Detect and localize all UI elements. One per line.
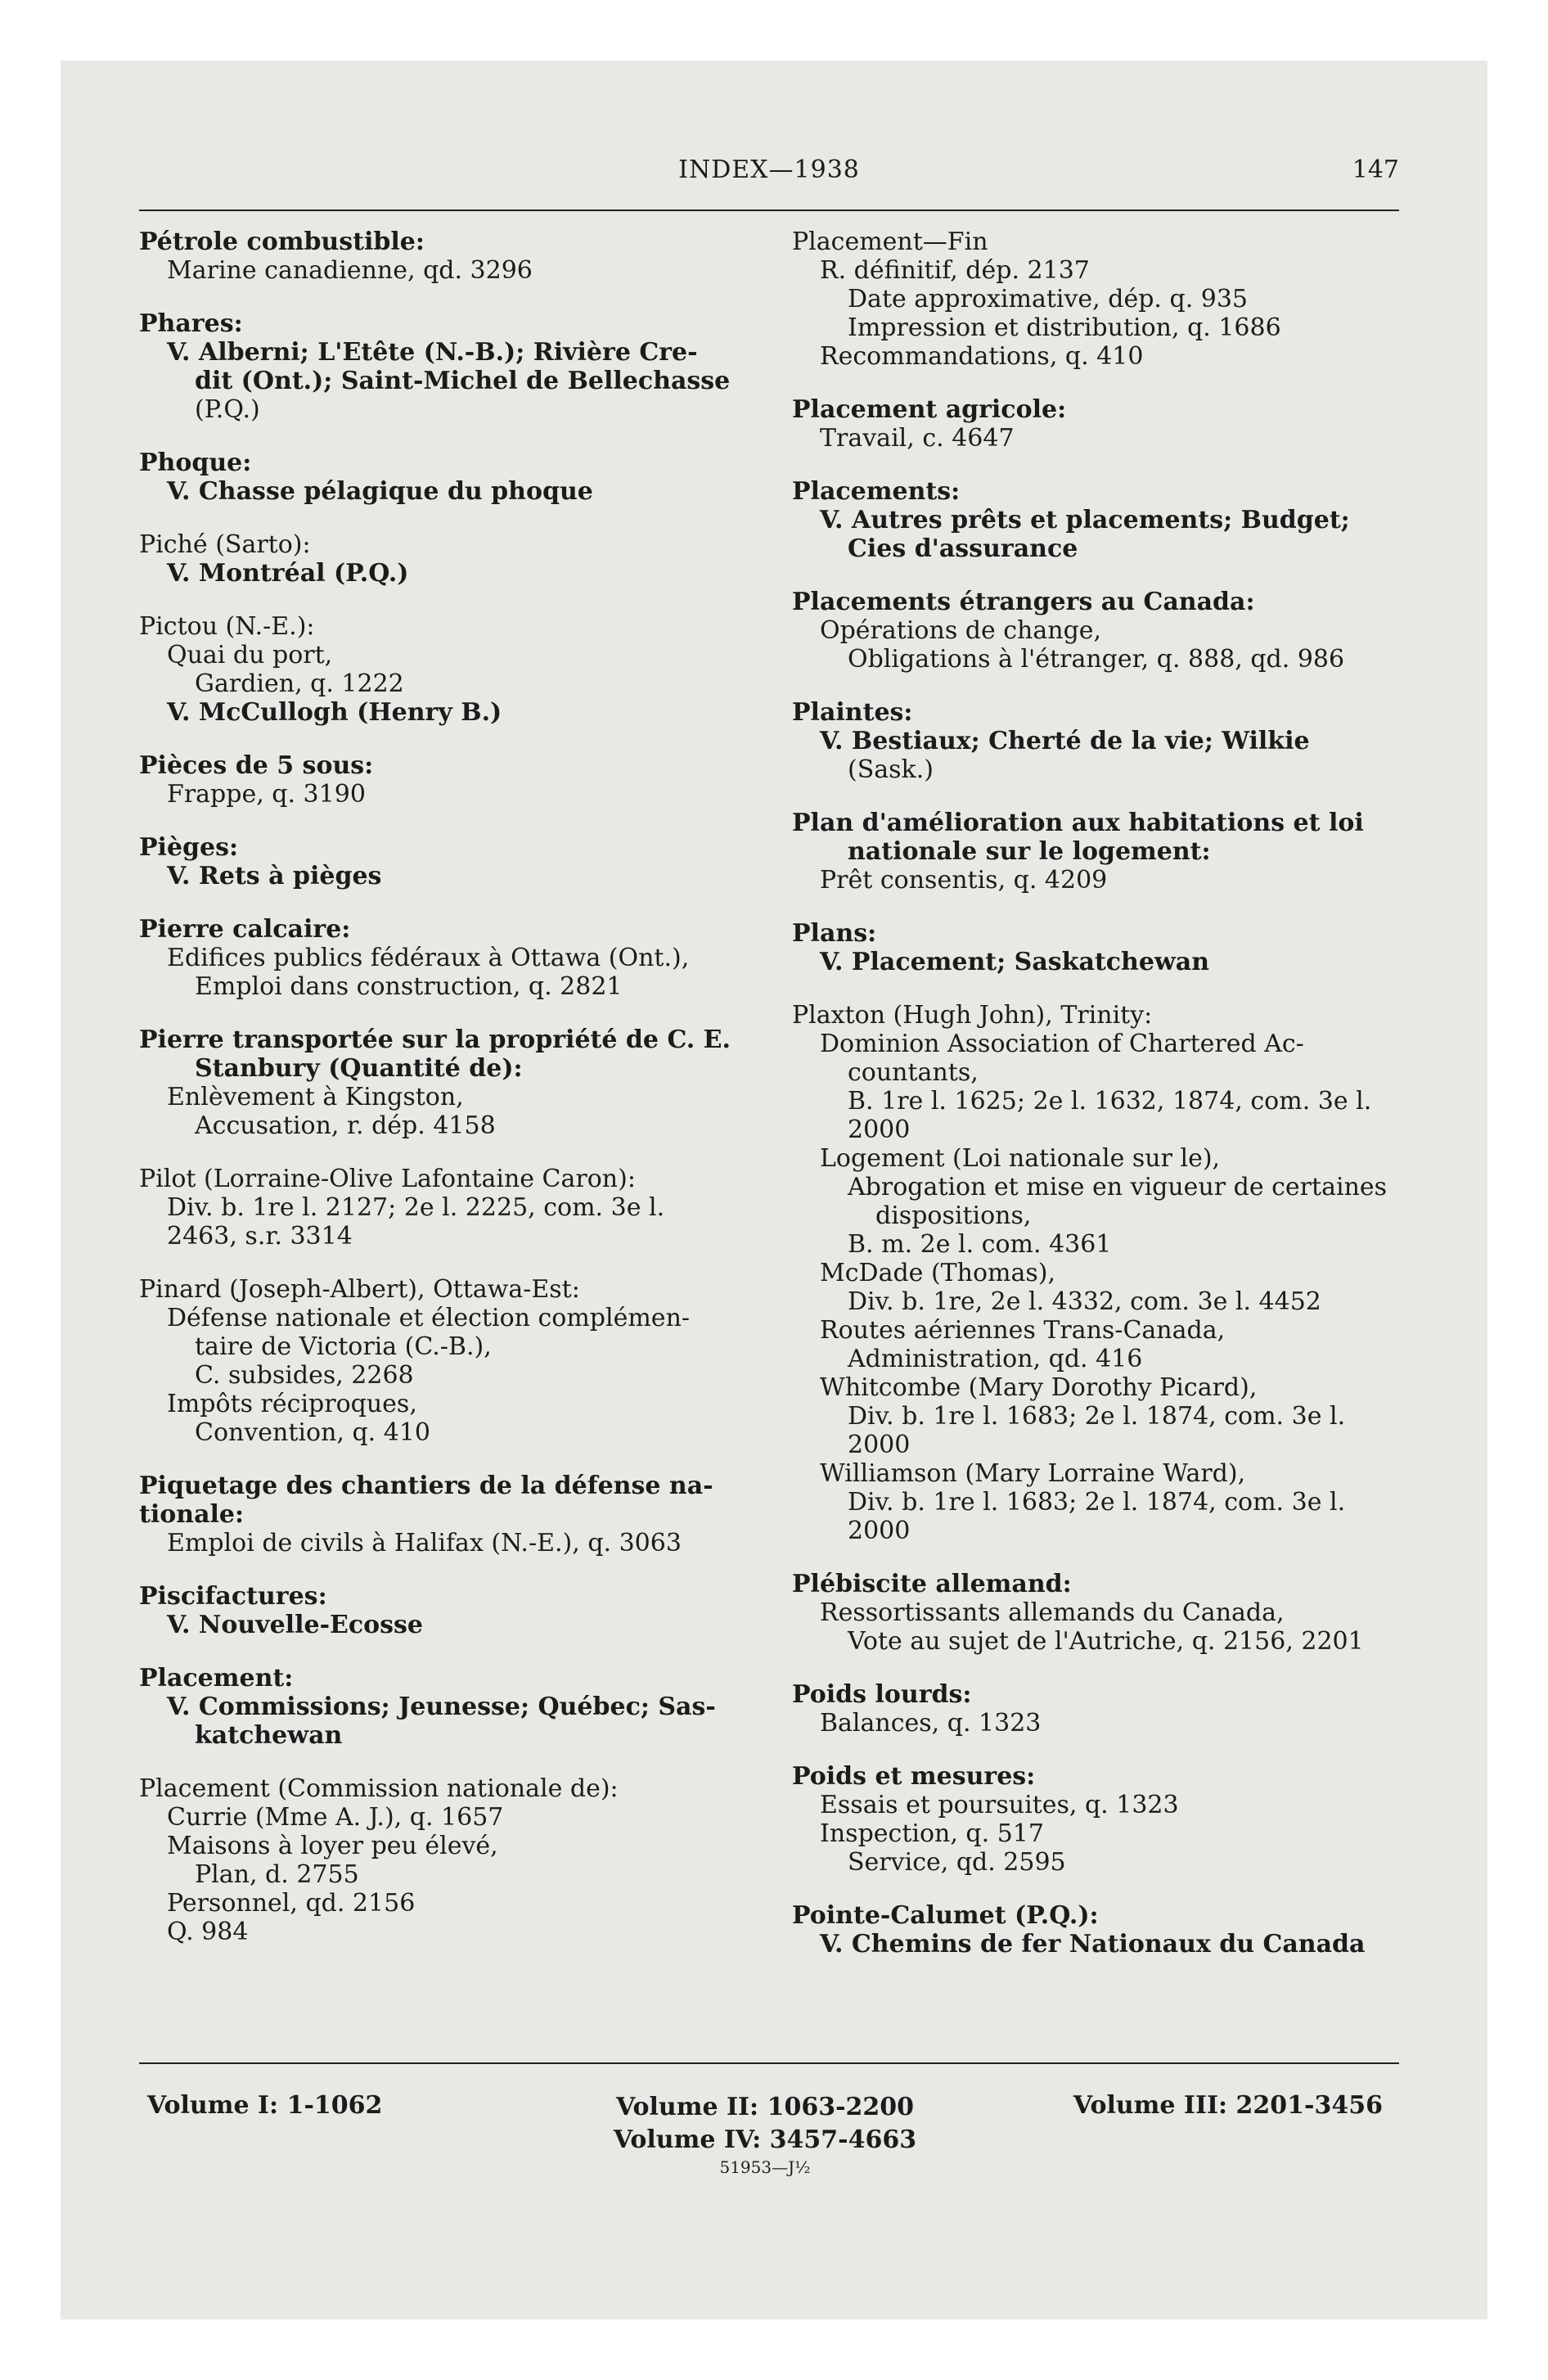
entry-line: V. Commissions; Jeunesse; Québec; Sas- [167,1693,716,1721]
entry-line: Dominion Association of Chartered Ac- [820,1030,1304,1058]
index-entry [792,809,1399,895]
entry-line: Edifices publics fédéraux à Ottawa (Ont.), [167,944,690,972]
index-entry [792,698,1399,784]
entry-line: Stanbury (Quantité de): [195,1054,523,1083]
entry-heading: Pierre calcaire: [139,915,351,944]
entry-heading: Placements étrangers au Canada: [792,588,1255,616]
entry-line: Obligations à l'étranger, q. 888, qd. 986 [848,645,1345,674]
entry-line: Enlèvement à Kingston, [167,1083,464,1111]
entry-line: Maisons à loyer peu élevé, [167,1832,498,1860]
entry-heading: Pictou (N.-E.): [139,612,315,641]
footer-volume-1: Volume I: 1-1062 [147,2091,383,2120]
entry-line: (Sask.) [848,755,934,784]
footer-volume-2: Volume II: 1063-2200 [615,2093,915,2121]
entry-line: Marine canadienne, qd. 3296 [167,256,533,285]
entry-line: Défense nationale et élection complémen- [167,1304,691,1332]
index-entry [792,588,1399,674]
index-entry [139,1165,761,1251]
entry-line: V. Autres prêts et placements; Budget; [820,506,1350,534]
entry-heading: Pilot (Lorraine-Olive Lafontaine Caron): [139,1165,636,1193]
right-column [792,228,1399,1983]
entry-heading: Pièces de 5 sous: [139,751,374,780]
index-entry [139,751,761,809]
footer-volume-3: Volume III: 2201-3456 [1073,2091,1383,2120]
entry-heading: Plans: [792,919,877,948]
entry-line: Convention, q. 410 [195,1418,431,1447]
entry-line: dispositions, [875,1201,1032,1230]
index-entry [139,1582,761,1639]
index-entry [792,1762,1399,1877]
entry-heading: Placements: [792,477,961,506]
entry-heading: Placement: [139,1664,294,1693]
entry-heading: Plébiscite allemand: [792,1570,1072,1598]
entry-line: tionale: [139,1500,245,1529]
index-entry [792,477,1399,563]
left-column [139,228,761,1971]
index-entry [792,395,1399,453]
entry-line: Abrogation et mise en vigueur de certaines [848,1173,1388,1201]
entry-heading: Plaintes: [792,698,913,727]
entry-line: V. Chasse pélagique du phoque [167,477,593,506]
entry-heading: Poids lourds: [792,1680,972,1709]
entry-heading: Plan d'amélioration aux habitations et loi [792,809,1364,837]
entry-line: (P.Q.) [195,395,260,424]
entry-line: 2000 [848,1431,911,1459]
footer-print-code: 51953—J½ [719,2157,811,2177]
entry-line: countants, [848,1058,979,1087]
footer-volume-4: Volume IV: 3457-4663 [613,2125,917,2154]
index-entry [139,1025,761,1140]
entry-line: Personnel, qd. 2156 [167,1889,416,1918]
index-entry [139,1774,761,1946]
entry-line: Emploi de civils à Halifax (N.-E.), q. 3063 [167,1529,682,1557]
entry-line: katchewan [195,1721,343,1750]
entry-line: V. Nouvelle-Ecosse [167,1611,424,1639]
entry-line: V. Chemins de fer Nationaux du Canada [820,1930,1366,1959]
footer-rule [139,2062,1399,2064]
entry-line: nationale sur le logement: [848,837,1211,866]
index-entry [792,228,1399,371]
entry-heading: Piquetage des chantiers de la défense na- [139,1472,713,1500]
page-header [139,156,1399,205]
index-entry [139,530,761,588]
entry-line: V. Montréal (P.Q.) [167,559,409,588]
index-entry [139,309,761,424]
entry-heading: Piscifactures: [139,1582,327,1611]
entry-line: Q. 984 [167,1918,249,1946]
entry-line: taire de Victoria (C.-B.), [195,1332,492,1361]
index-entry [139,449,761,506]
index-entry [139,612,761,727]
index-entry [792,1901,1399,1959]
entry-heading: Placement—Fin [792,228,988,256]
entry-line: Recommandations, q. 410 [820,342,1144,371]
entry-line: R. définitif, dép. 2137 [820,256,1090,285]
entry-line: Vote au sujet de l'Autriche, q. 2156, 2201 [848,1627,1364,1656]
entry-line: Frappe, q. 3190 [167,780,366,809]
entry-line: Div. b. 1re l. 2127; 2e l. 2225, com. 3e l. [167,1193,665,1222]
entry-heading: Pierre transportée sur la propriété de C. E. [139,1025,731,1054]
index-entry [792,1001,1399,1545]
entry-line: B. m. 2e l. com. 4361 [848,1230,1112,1259]
entry-line: Inspection, q. 517 [820,1819,1044,1848]
entry-line: V. Bestiaux; Cherté de la vie; Wilkie [820,727,1310,755]
footer-middle [601,2091,929,2178]
entry-line: V. Placement; Saskatchewan [820,948,1210,976]
entry-line: Essais et poursuites, q. 1323 [820,1791,1179,1819]
index-entry [139,1275,761,1447]
entry-line: Service, qd. 2595 [848,1848,1066,1877]
entry-line: Emploi dans construction, q. 2821 [195,972,623,1001]
entry-line: Balances, q. 1323 [820,1709,1042,1738]
entry-heading: Placement agricole: [792,395,1067,424]
entry-line: B. 1re l. 1625; 2e l. 1632, 1874, com. 3e l. [848,1087,1372,1116]
entry-line: Date approximative, dép. q. 935 [848,285,1249,313]
entry-line: Quai du port, [167,641,333,669]
page-title: INDEX—1938 [678,156,860,184]
entry-line: Div. b. 1re, 2e l. 4332, com. 3e l. 4452 [848,1287,1321,1316]
entry-line: C. subsides, 2268 [195,1361,414,1390]
index-entry [792,1680,1399,1738]
entry-line: Accusation, r. dép. 4158 [195,1111,496,1140]
entry-line: V. Rets à pièges [167,862,382,890]
entry-heading: Pinard (Joseph-Albert), Ottawa-Est: [139,1275,580,1304]
index-entry [792,919,1399,976]
index-entry [139,1472,761,1557]
page-number: 147 [1352,156,1399,184]
entry-line: Opérations de change, [820,616,1102,645]
page-footer [139,2091,1399,2214]
entry-line: Administration, qd. 416 [848,1345,1143,1373]
entry-line: V. McCullogh (Henry B.) [167,698,502,727]
entry-line: dit (Ont.); Saint-Michel de Bellechasse [195,367,731,395]
entry-line: McDade (Thomas), [820,1259,1056,1287]
entry-line: Prêt consentis, q. 4209 [820,866,1108,895]
index-entry [139,1664,761,1750]
index-entry [139,915,761,1001]
index-entry [139,833,761,890]
entry-heading: Plaxton (Hugh John), Trinity: [792,1001,1153,1030]
entry-heading: Poids et mesures: [792,1762,1036,1791]
entry-heading: Pointe-Calumet (P.Q.): [792,1901,1099,1930]
entry-heading: Phoque: [139,449,252,477]
entry-heading: Piché (Sarto): [139,530,311,559]
index-entry [139,228,761,285]
entry-line: 2463, s.r. 3314 [167,1222,353,1251]
entry-line: Whitcombe (Mary Dorothy Picard), [820,1373,1258,1402]
entry-line: Logement (Loi nationale sur le), [820,1144,1221,1173]
entry-line: Gardien, q. 1222 [195,669,404,698]
entry-line: Impression et distribution, q. 1686 [848,313,1281,342]
entry-line: Travail, c. 4647 [820,424,1015,453]
index-entry [792,1570,1399,1656]
entry-line: Routes aériennes Trans-Canada, [820,1316,1226,1345]
entry-line: Cies d'assurance [848,534,1078,563]
entry-line: Div. b. 1re l. 1683; 2e l. 1874, com. 3e l. [848,1402,1346,1431]
entry-line: Currie (Mme A. J.), q. 1657 [167,1803,504,1832]
entry-heading: Placement (Commission nationale de): [139,1774,619,1803]
entry-line: V. Alberni; L'Etête (N.-B.); Rivière Cre- [167,338,698,367]
entry-line: Div. b. 1re l. 1683; 2e l. 1874, com. 3e l. [848,1488,1346,1517]
entry-line: Impôts réciproques, [167,1390,417,1418]
header-rule [139,210,1399,211]
entry-line: 2000 [848,1116,911,1144]
entry-heading: Pièges: [139,833,239,862]
entry-line: 2000 [848,1517,911,1545]
entry-line: Williamson (Mary Lorraine Ward), [820,1459,1246,1488]
entry-heading: Phares: [139,309,243,338]
entry-line: Plan, d. 2755 [195,1860,359,1889]
entry-heading: Pétrole combustible: [139,228,425,256]
entry-line: Ressortissants allemands du Canada, [820,1598,1285,1627]
